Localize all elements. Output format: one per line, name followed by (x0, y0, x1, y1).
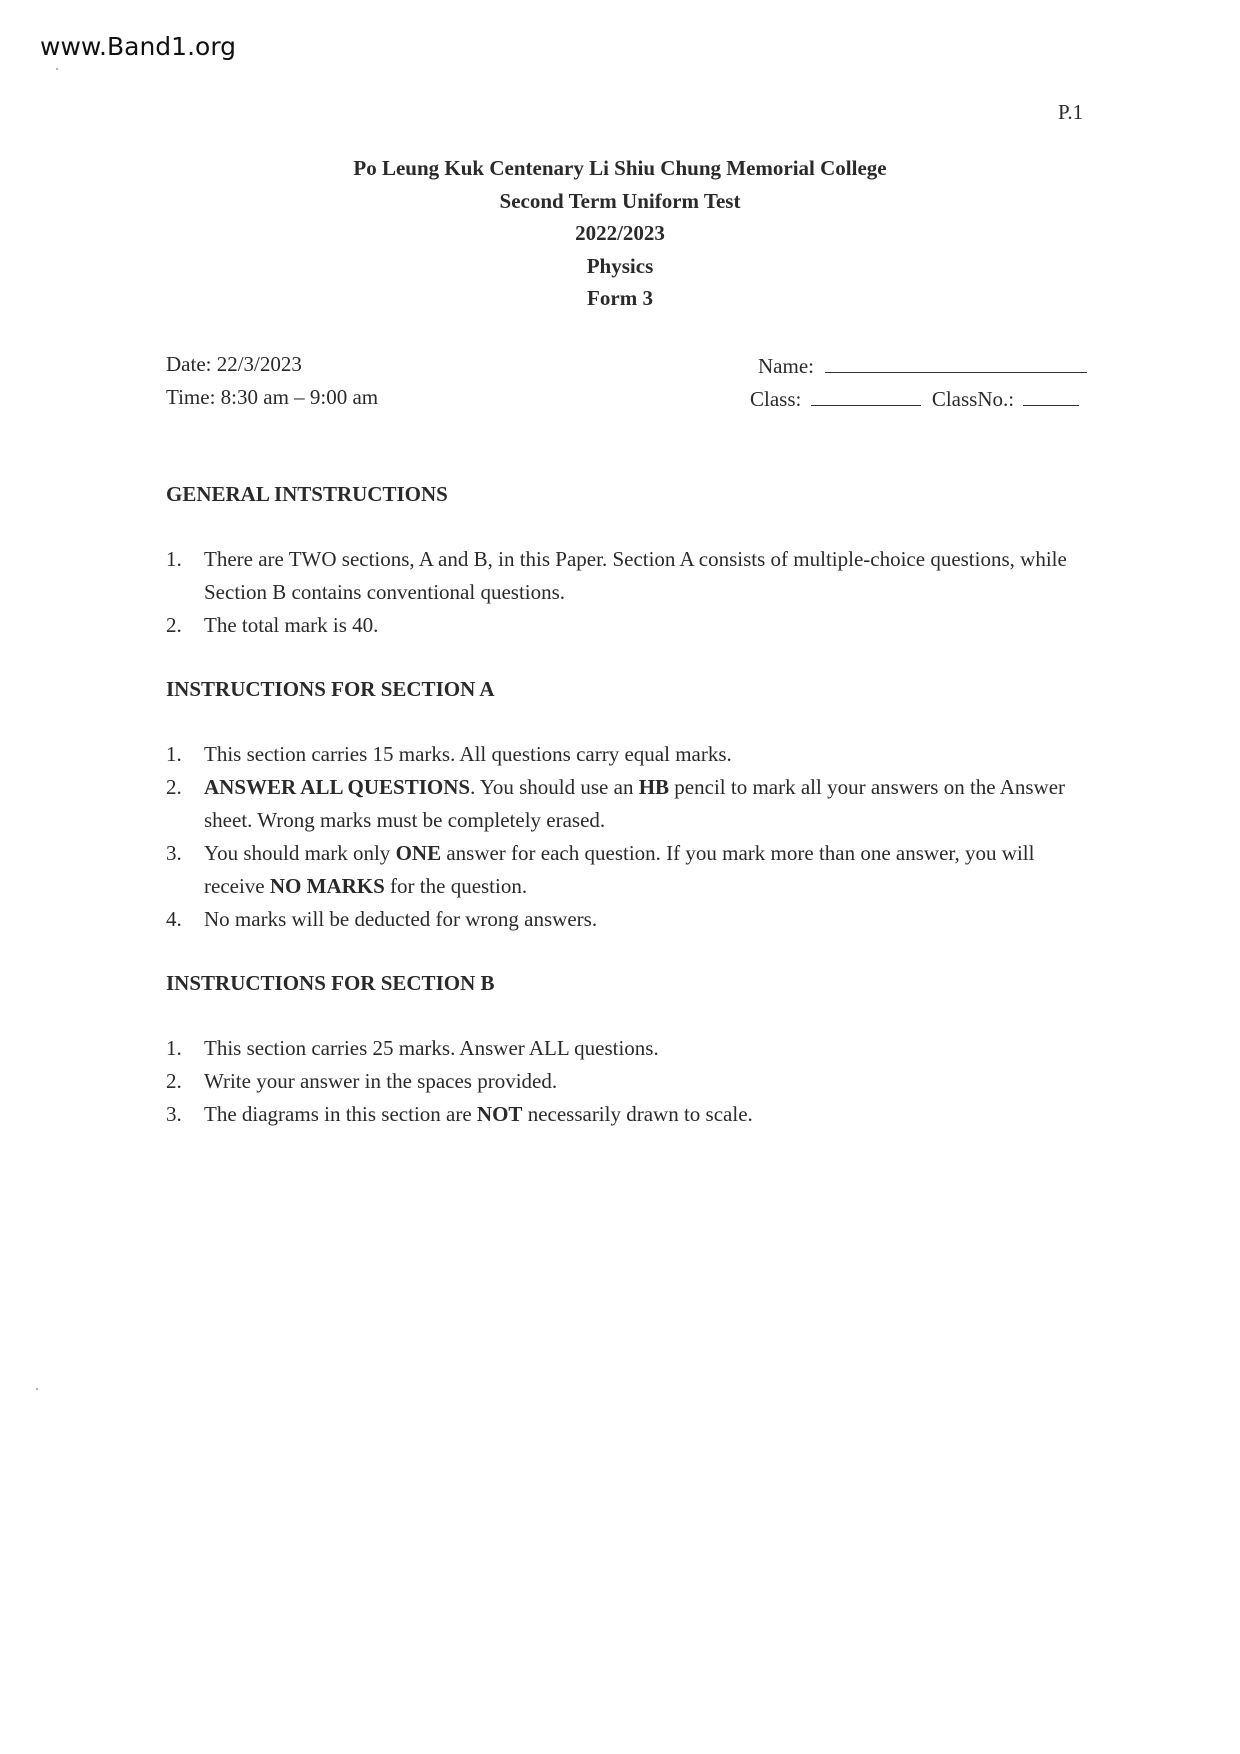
list-item (166, 837, 1096, 903)
item-number: 4. (166, 907, 182, 931)
item-text: necessarily drawn to scale. (522, 1102, 753, 1126)
item-number: 3. (166, 841, 182, 865)
item-text: No marks will be deducted for wrong answers. (204, 907, 598, 931)
name-row (750, 350, 1087, 383)
watermark: www.Band1.org (40, 32, 237, 61)
item-emphasis: HB (638, 775, 670, 799)
general-instructions-title: GENERAL INTSTRUCTIONS (166, 482, 448, 506)
list-item (166, 738, 1096, 771)
item-number: 1. (166, 1036, 182, 1060)
student-info (750, 350, 1087, 416)
item-emphasis: ANSWER ALL QUESTIONS (204, 775, 471, 799)
item-text: answer for each question. If you mark more than one answer, you will receive (204, 841, 1035, 898)
section-b-list (166, 1032, 1096, 1131)
general-instructions-list (166, 543, 1096, 642)
classno-label: ClassNo.: (931, 387, 1015, 411)
list-item (166, 1065, 1096, 1098)
item-emphasis: ONE (395, 841, 442, 865)
subject: Physics (586, 253, 654, 278)
item-emphasis: NO MARKS (269, 874, 385, 898)
item-text: This section carries 15 marks. All questions carry equal marks. (204, 742, 732, 766)
item-number: 2. (166, 1069, 182, 1093)
item-text: You should mark only (204, 841, 396, 865)
item-text: The total mark is 40. (204, 613, 379, 637)
list-item (166, 1032, 1096, 1065)
school-name: Po Leung Kuk Centenary Li Shiu Chung Memorial College (353, 156, 887, 180)
item-text: for the question. (384, 874, 528, 898)
item-text: . You should use an (470, 775, 639, 799)
exam-header (0, 152, 1240, 315)
list-item (166, 609, 1096, 642)
item-number: 1. (166, 547, 182, 571)
item-text: pencil to mark all your answers on the Answer sheet. Wrong marks must be completely erased. (204, 775, 1066, 832)
class-blank[interactable] (811, 387, 921, 406)
item-text: There are TWO sections, A and B, in this Paper. Section A consists of multiple-choice questions, while Section B contains conventional questions. (204, 547, 1067, 604)
exam-name: Second Term Uniform Test (499, 188, 741, 213)
form-level: Form 3 (587, 286, 653, 310)
item-number: 2. (166, 613, 182, 637)
list-item (166, 903, 1096, 936)
section-a-title: INSTRUCTIONS FOR SECTION A (166, 677, 495, 701)
list-item (166, 543, 1096, 609)
list-item (166, 771, 1096, 837)
classno-blank[interactable] (1023, 387, 1079, 406)
name-label: Name: (758, 354, 814, 378)
scan-speck (36, 1388, 38, 1390)
item-text: The diagrams in this section are (204, 1102, 477, 1126)
class-label: Class: (750, 387, 802, 411)
section-b-title: INSTRUCTIONS FOR SECTION B (166, 971, 495, 995)
list-item (166, 1098, 1096, 1131)
item-number: 2. (166, 775, 182, 799)
school-year: 2022/2023 (575, 221, 665, 245)
scan-speck (56, 68, 58, 70)
item-text: Write your answer in the spaces provided. (204, 1069, 558, 1093)
exam-time: Time: 8:30 am – 9:00 am (166, 385, 379, 409)
item-number: 1. (166, 742, 182, 766)
class-row (750, 383, 1087, 416)
page-number: P.1 (1058, 100, 1084, 124)
exam-date: Date: 22/3/2023 (166, 352, 302, 376)
name-blank[interactable] (825, 354, 1087, 373)
section-a-list (166, 738, 1096, 936)
item-text: This section carries 25 marks. Answer ALL questions. (204, 1036, 659, 1060)
item-emphasis: NOT (476, 1102, 523, 1126)
item-number: 3. (166, 1102, 182, 1126)
exam-meta (166, 348, 378, 414)
